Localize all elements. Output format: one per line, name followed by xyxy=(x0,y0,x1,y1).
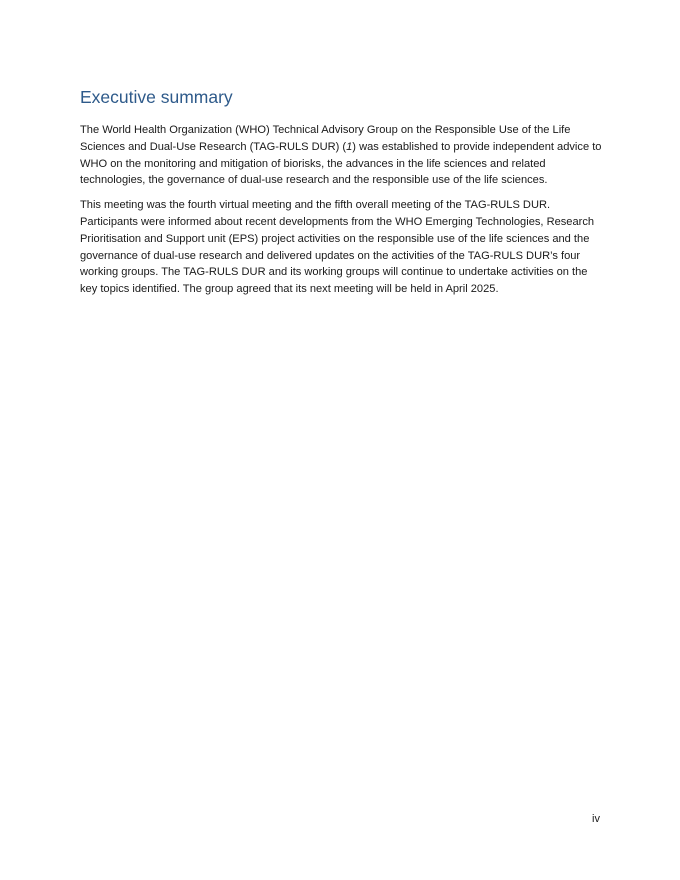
paragraph-1 xyxy=(80,122,602,189)
section-heading: Executive summary xyxy=(80,87,233,107)
page-number: iv xyxy=(592,813,600,825)
reference-marker: 1 xyxy=(346,140,353,153)
paragraph-1-text-start: The World Health Organization (WHO) Technical Advisory Group on the Responsible Use of the Life Sciences and Dual-Use Research (TAG-RULS DUR) ( xyxy=(80,124,571,153)
paragraph-1-text-end: ) was established to provide independent advice to WHO on the monitoring and mitigation of biorisks, the advances in the life sciences and related technologies, the governance of dual-use research and the responsible use of the life sciences. xyxy=(80,140,602,187)
page-content xyxy=(80,86,602,306)
paragraph-2: This meeting was the fourth virtual meeting and the fifth overall meeting of the TAG-RULS DUR. Participants were informed about recent developments from the WHO Emerging Technologies, Research Prioritisation and Support unit (EPS) project activities on the responsible use of the life sciences and the governance of dual-use research and delivered updates on the activities of the TAG-RULS DUR’s four working groups. The TAG-RULS DUR and its working groups will continue to undertake activities on the key topics identified. The group agreed that its next meeting will be held in April 2025. xyxy=(80,199,595,296)
